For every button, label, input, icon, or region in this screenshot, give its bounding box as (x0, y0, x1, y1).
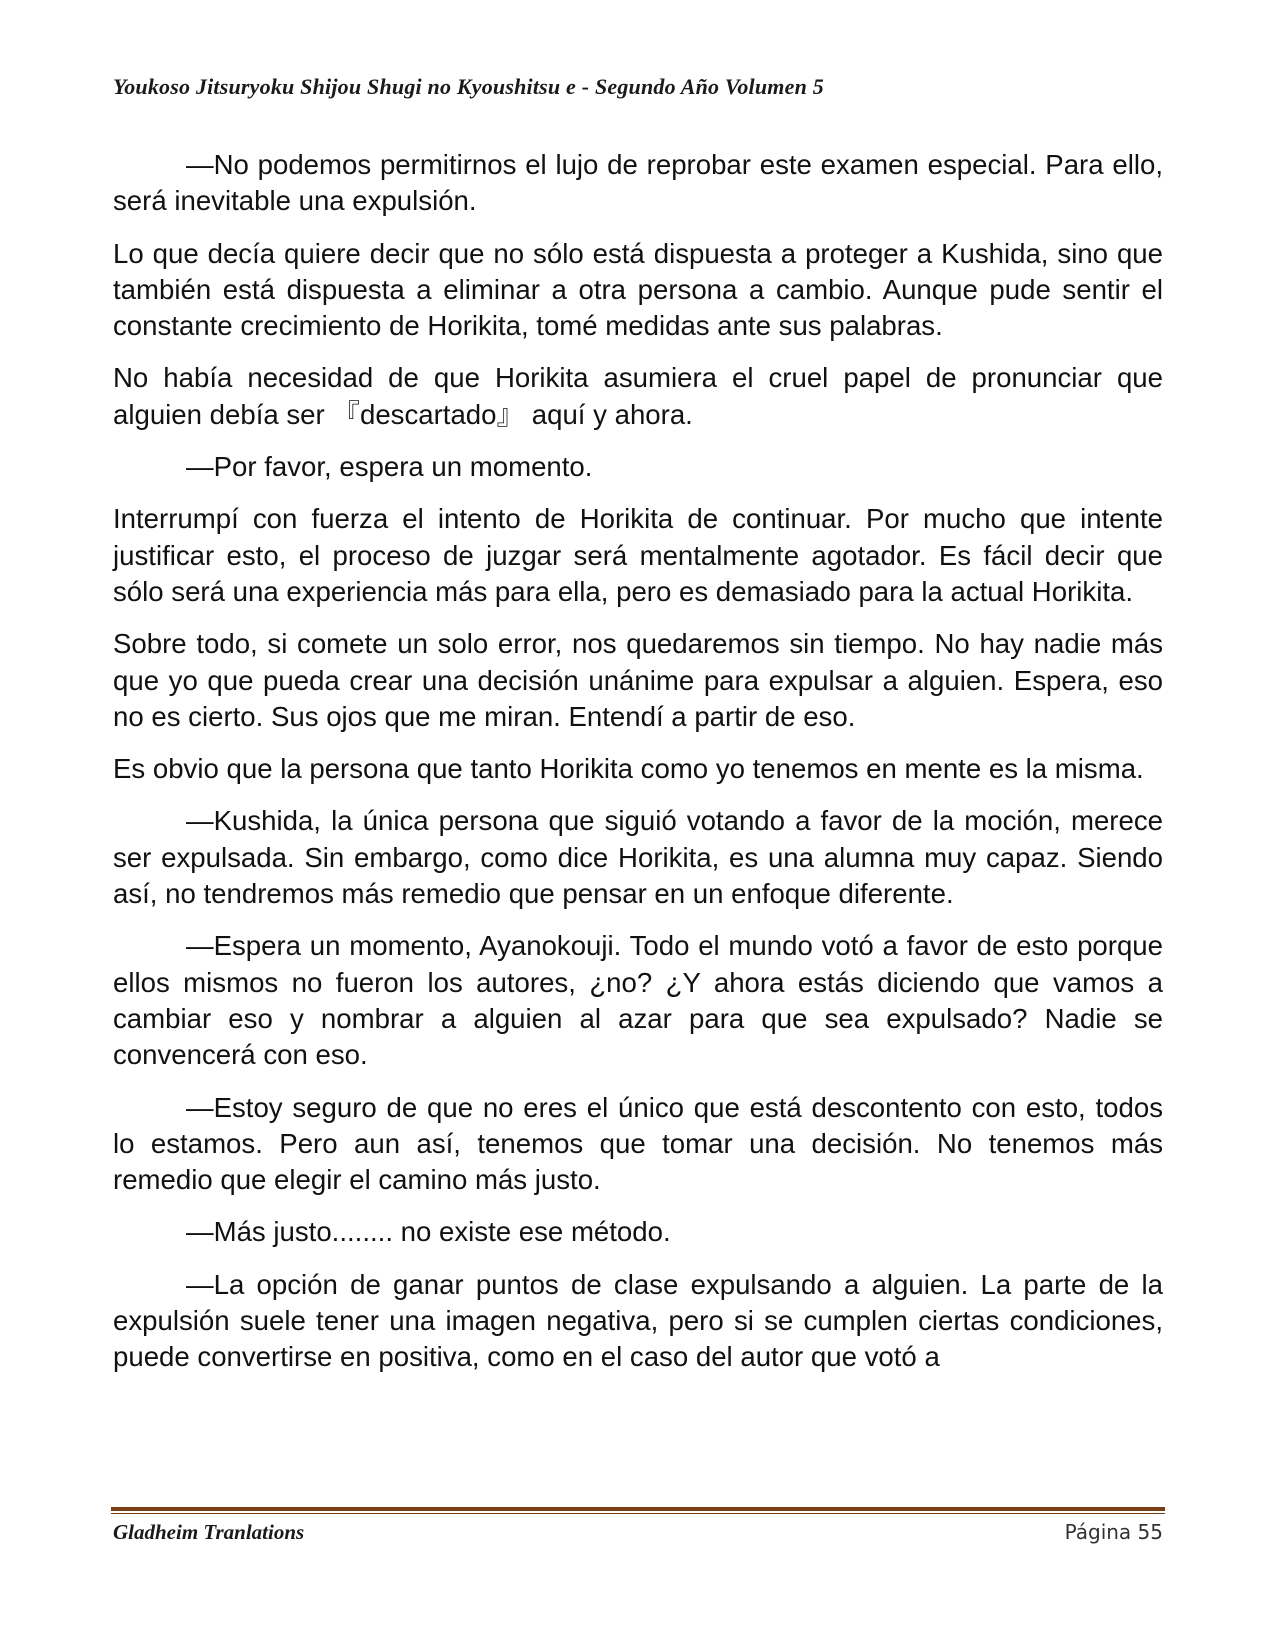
footer-divider-thick (111, 1507, 1165, 1511)
body-text (113, 147, 1163, 1392)
paragraph: —Kushida, la única persona que siguió votando a favor de la moción, merece ser expulsada. Sin embargo, como dice Horikita, es una alumna muy capaz. Siendo así, no tendremos más remedio que pensar en un enfoque diferente. (113, 805, 1163, 910)
paragraph: Interrumpí con fuerza el intento de Horikita de continuar. Por mucho que intente justificar esto, el proceso de juzgar será mentalmente agotador. Es fácil decir que sólo será una experiencia más para ella, pero es demasiado para la actual Horikita. (113, 503, 1163, 607)
page-label: Página (1064, 1520, 1132, 1544)
paragraph: Es obvio que la persona que tanto Horikita como yo tenemos en mente es la misma. (113, 753, 1144, 785)
paragraph: —No podemos permitirnos el lujo de reprobar este examen especial. Para ello, será inevitable una expulsión. (113, 149, 1163, 217)
page-header-title: Youkoso Jitsuryoku Shijou Shugi no Kyoushitsu e - Segundo Año Volumen 5 (113, 74, 824, 99)
footer-divider (111, 1507, 1165, 1516)
paragraph: Sobre todo, si comete un solo error, nos quedaremos sin tiempo. No hay nadie más que yo que pueda crear una decisión unánime para expulsar a alguien. Espera, eso no es cierto. Sus ojos que me miran. Entendí a partir de eso. (113, 628, 1163, 732)
paragraph: —Estoy seguro de que no eres el único que está descontento con esto, todos lo estamos. Pero aun así, tenemos que tomar una decisión. No tenemos más remedio que elegir el camino más justo. (113, 1091, 1163, 1196)
footer-translator: Gladheim Tranlations (113, 1520, 305, 1544)
paragraph: —La opción de ganar puntos de clase expulsando a alguien. La parte de la expulsión suele tener una imagen negativa, pero si se cumplen ciertas condiciones, puede convertirse en positiva, como en el caso del autor que votó a (113, 1268, 1163, 1373)
page-number: 55 (1137, 1520, 1163, 1544)
footer-page (1065, 1520, 1163, 1544)
footer-divider-thin (111, 1513, 1165, 1514)
paragraph: —Espera un momento, Ayanokouji. Todo el mundo votó a favor de esto porque ellos mismos no fueron los autores, ¿no? ¿Y ahora estás diciendo que vamos a cambiar eso y nombrar a alguien al azar para que sea expulsado? Nadie se convencerá con eso. (113, 930, 1163, 1071)
paragraph: —Por favor, espera un momento. (186, 451, 593, 483)
paragraph: Lo que decía quiere decir que no sólo está dispuesta a proteger a Kushida, sino que también está dispuesta a eliminar a otra persona a cambio. Aunque pude sentir el constante crecimiento de Horikita, tomé medidas ante sus palabras. (113, 237, 1163, 342)
paragraph: No había necesidad de que Horikita asumiera el cruel papel de pronunciar que alguien debía ser 『descartado』 aquí y ahora. (113, 362, 1163, 430)
paragraph: —Más justo........ no existe ese método. (186, 1216, 671, 1248)
